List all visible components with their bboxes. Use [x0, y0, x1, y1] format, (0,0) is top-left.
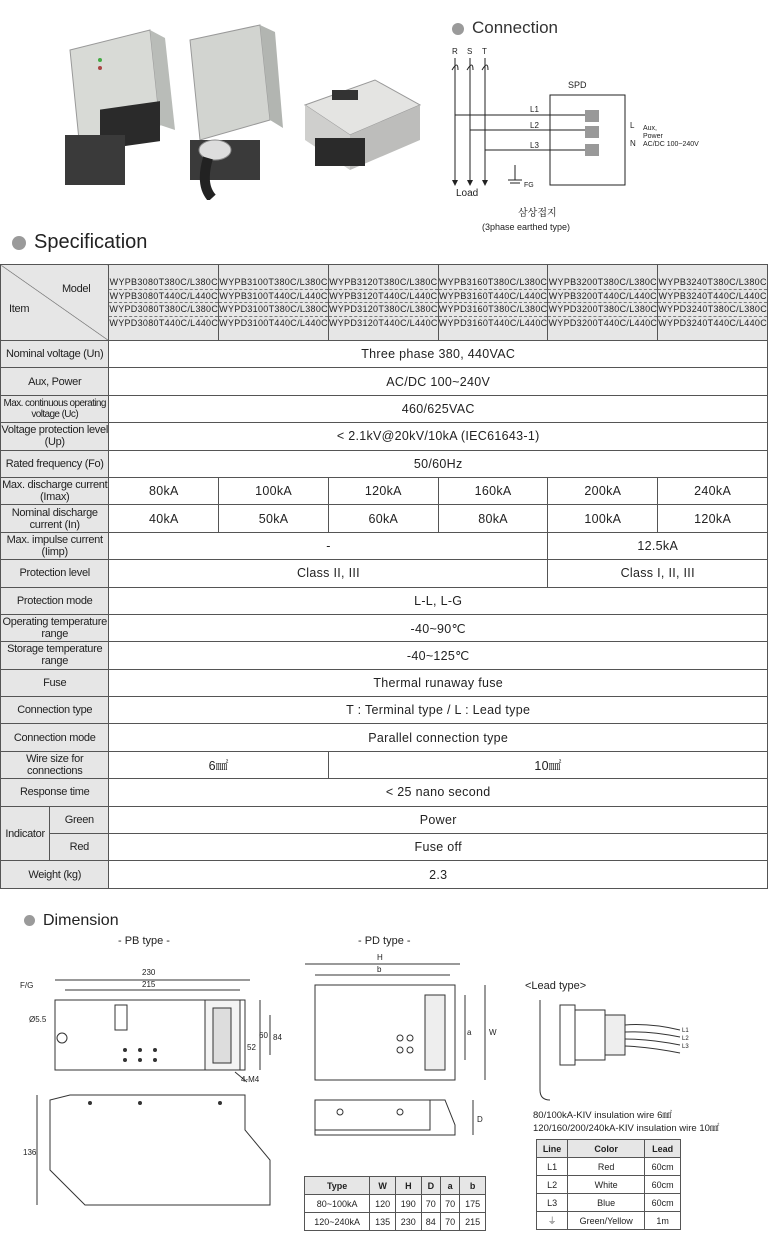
- bullet-icon: [12, 236, 26, 250]
- spec-row: [1, 669, 768, 696]
- table-header-row: [305, 1177, 486, 1195]
- dim-215: 215: [142, 980, 156, 989]
- spec-label: Aux, Power: [1, 368, 109, 395]
- line-l1-label: L1: [530, 105, 539, 114]
- caption-ko: 삼상접지: [518, 208, 557, 219]
- spec-row: [1, 751, 768, 778]
- table-cell: 1m: [645, 1212, 681, 1230]
- spec-label: Connection mode: [1, 724, 109, 751]
- spec-value: 100kA: [548, 505, 658, 532]
- model-name: WYPD3120T380C/L380C: [329, 303, 438, 317]
- spec-row: [1, 450, 768, 477]
- table-header: Lead: [645, 1140, 681, 1158]
- spec-row: [1, 368, 768, 395]
- lead-l2-label: L2: [682, 1036, 689, 1042]
- dim-84: 84: [273, 1033, 282, 1042]
- spec-value: 6㎟: [109, 751, 329, 778]
- spec-value: Power: [109, 806, 768, 833]
- pb-dimension-drawing: [15, 960, 285, 1220]
- spec-row: [1, 477, 768, 504]
- table-cell: 70: [440, 1213, 459, 1231]
- spec-value: 80kA: [438, 505, 548, 532]
- spec-label: Voltage protection level (Up): [1, 424, 108, 449]
- model-name: WYPD3100T380C/L380C: [219, 303, 328, 317]
- spec-label: Connection type: [1, 697, 109, 724]
- dim-w: W: [489, 1028, 497, 1037]
- product-photo-pb-lead: [190, 25, 283, 198]
- phase-s-label: S: [467, 47, 473, 56]
- spec-row: [1, 395, 768, 422]
- dim-fg: F/G: [20, 981, 34, 990]
- product-photos: [40, 10, 440, 200]
- header-corner: [1, 265, 109, 341]
- specification-heading: [12, 231, 147, 254]
- aux-text-1: Aux,: [643, 125, 658, 132]
- spec-label: Nominal voltage (Un): [1, 341, 109, 368]
- load-label: Load: [456, 188, 479, 199]
- table-cell: Green/Yellow: [568, 1212, 645, 1230]
- model-name: WYPB3080T440C/L440C: [109, 290, 218, 304]
- table-header: a: [440, 1177, 459, 1195]
- model-cell-4: [438, 265, 548, 341]
- fg-label: FG: [524, 182, 534, 189]
- table-header: b: [460, 1177, 486, 1195]
- bullet-icon: [24, 915, 35, 926]
- spec-value: -40~90℃: [109, 614, 768, 641]
- table-cell: 135: [370, 1213, 396, 1231]
- spec-row: [1, 532, 768, 559]
- spec-label: Rated frequency (Fo): [1, 450, 109, 477]
- connection-diagram: [440, 40, 760, 240]
- spec-label: Response time: [1, 779, 109, 806]
- spec-sublabel: Red: [50, 834, 109, 861]
- bullet-icon: [452, 23, 464, 35]
- model-name: WYPD3200T440C/L440C: [548, 317, 658, 328]
- dim-h: H: [377, 953, 383, 962]
- model-name: WYPD3240T440C/L440C: [658, 317, 767, 328]
- model-name: WYPD3160T440C/L440C: [438, 317, 548, 328]
- spec-value: 120kA: [328, 477, 438, 504]
- spec-value: 200kA: [548, 477, 658, 504]
- model-name: WYPD3080T440C/L440C: [109, 317, 219, 328]
- spec-row: [1, 806, 768, 833]
- table-header: Type: [305, 1177, 370, 1195]
- pd-type-label: - PD type -: [358, 935, 411, 947]
- spec-value: < 25 nano second: [109, 779, 768, 806]
- aux-pin-l: L: [630, 121, 635, 130]
- table-header: D: [421, 1177, 440, 1195]
- spec-label: Storage temperature range: [1, 642, 109, 669]
- table-cell: 175: [460, 1195, 486, 1213]
- model-cell-5: [548, 265, 658, 341]
- wire-note-2: 120/160/200/240kA-KIV insulation wire 10㎟: [533, 1123, 720, 1134]
- spec-value: 10㎟: [328, 751, 767, 778]
- spec-value: 40kA: [109, 505, 219, 532]
- dimension-heading: [24, 912, 119, 930]
- spec-value: 460/625VAC: [109, 395, 768, 422]
- table-cell: 70: [440, 1195, 459, 1213]
- spec-label: Fuse: [1, 669, 109, 696]
- aux-text-3: AC/DC 100~240V: [643, 141, 699, 148]
- aux-pin-n: N: [630, 139, 636, 148]
- spec-label: Operating temperature range: [1, 614, 109, 641]
- table-cell: 70: [421, 1195, 440, 1213]
- ground-icon: ⏚: [537, 1212, 568, 1230]
- table-cell: 60cm: [645, 1176, 681, 1194]
- dim-52: 52: [247, 1043, 256, 1052]
- spec-value: -40~125℃: [109, 642, 768, 669]
- table-row: [537, 1194, 681, 1212]
- specification-table: [0, 264, 768, 889]
- lead-l1-label: L1: [682, 1028, 689, 1034]
- spec-label: Max. continuous operating voltage (Uc): [1, 395, 109, 422]
- model-cell-6: [658, 265, 768, 341]
- spec-value: Fuse off: [109, 834, 768, 861]
- model-name: WYPD3120T440C/L440C: [328, 317, 438, 328]
- spec-value: AC/DC 100~240V: [109, 368, 768, 395]
- table-header: H: [395, 1177, 421, 1195]
- spec-value: 160kA: [438, 477, 548, 504]
- spec-sublabel: Green: [50, 806, 109, 833]
- spec-row: [1, 587, 768, 614]
- table-cell: L3: [537, 1194, 568, 1212]
- connection-heading: [452, 18, 558, 38]
- pd-dimension-table: [304, 1176, 486, 1231]
- spec-header-row: [1, 265, 768, 341]
- table-cell: 215: [460, 1213, 486, 1231]
- spec-label: Max. discharge current (Imax): [2, 479, 108, 504]
- table-cell: L1: [537, 1158, 568, 1176]
- product-photo-pb-terminal: [65, 30, 175, 185]
- spec-label: Weight (kg): [1, 861, 109, 888]
- spec-label: Protection level: [1, 560, 109, 587]
- spec-value: Class II, III: [109, 560, 548, 587]
- dim-d: D: [477, 1115, 483, 1124]
- spec-value: L-L, L-G: [109, 587, 768, 614]
- model-name: WYPB3240T380C/L380C: [658, 276, 767, 290]
- table-row: [537, 1176, 681, 1194]
- spec-label: Max. impulse current (Iimp): [1, 532, 109, 559]
- dim-230: 230: [142, 968, 156, 977]
- table-cell: 230: [395, 1213, 421, 1231]
- lead-type-drawing: [530, 995, 720, 1105]
- model-name: WYPB3160T440C/L440C: [439, 290, 548, 304]
- model-name: WYPB3120T380C/L380C: [329, 276, 438, 290]
- spec-value: 240kA: [658, 477, 768, 504]
- spec-label: Wire size for connections: [1, 751, 109, 778]
- spec-value: Three phase 380, 440VAC: [109, 341, 768, 368]
- spec-value: 2.3: [109, 861, 768, 888]
- dim-60: 60: [259, 1031, 268, 1040]
- spec-value: 100kA: [219, 477, 329, 504]
- spec-value: T : Terminal type / L : Lead type: [109, 697, 768, 724]
- spd-label: SPD: [568, 80, 587, 90]
- wire-note-1: 80/100kA-KIV insulation wire 6㎟: [533, 1110, 672, 1121]
- model-name: WYPB3200T380C/L380C: [548, 276, 657, 290]
- dimension-title: Dimension: [43, 912, 119, 929]
- table-row: [537, 1212, 681, 1230]
- spec-value: 50kA: [219, 505, 329, 532]
- line-l3-label: L3: [530, 141, 539, 150]
- product-photo-pd: [305, 80, 420, 170]
- model-name: WYPD3240T380C/L380C: [658, 303, 767, 317]
- spec-value: 50/60Hz: [109, 450, 768, 477]
- spec-row: [1, 779, 768, 806]
- model-name: WYPD3100T440C/L440C: [219, 317, 328, 328]
- model-name: WYPB3100T440C/L440C: [219, 290, 328, 304]
- dim-a: a: [467, 1028, 472, 1037]
- model-name: WYPD3080T380C/L380C: [109, 303, 218, 317]
- spec-row: [1, 642, 768, 669]
- spec-row: [1, 614, 768, 641]
- spec-row: [1, 697, 768, 724]
- spec-value: 80kA: [109, 477, 219, 504]
- spec-value: 12.5kA: [548, 532, 768, 559]
- spec-row: [1, 834, 768, 861]
- table-cell: 80~100kA: [305, 1195, 370, 1213]
- spec-value: 120kA: [658, 505, 768, 532]
- spec-value: Class I, II, III: [548, 560, 768, 587]
- spec-row: [1, 341, 768, 368]
- spec-value: Thermal runaway fuse: [109, 669, 768, 696]
- aux-text-2: Power: [643, 133, 663, 140]
- dim-136: 136: [23, 1148, 37, 1157]
- model-name: WYPB3100T380C/L380C: [219, 276, 328, 290]
- model-name: WYPB3240T440C/L440C: [658, 290, 767, 304]
- phase-t-label: T: [482, 47, 487, 56]
- spec-row: [1, 423, 768, 450]
- table-cell: White: [568, 1176, 645, 1194]
- connection-title: Connection: [472, 18, 559, 37]
- table-cell: 120~240kA: [305, 1213, 370, 1231]
- spec-row: [1, 724, 768, 751]
- dim-b: b: [377, 965, 382, 974]
- spec-value: -: [109, 532, 548, 559]
- table-cell: 84: [421, 1213, 440, 1231]
- lead-type-label: <Lead type>: [525, 980, 587, 992]
- table-cell: 120: [370, 1195, 396, 1213]
- spec-row: [1, 505, 768, 532]
- table-header-row: [537, 1140, 681, 1158]
- model-cell-2: [219, 265, 329, 341]
- table-cell: 60cm: [645, 1194, 681, 1212]
- phase-r-label: R: [452, 47, 458, 56]
- spec-label: Protection mode: [1, 587, 109, 614]
- model-cell-1: [109, 265, 219, 341]
- table-header: W: [370, 1177, 396, 1195]
- lead-l3-label: L3: [682, 1044, 689, 1050]
- table-header: Color: [568, 1140, 645, 1158]
- spec-label: Indicator: [1, 806, 50, 861]
- model-cell-3: [328, 265, 438, 341]
- table-cell: L2: [537, 1176, 568, 1194]
- model-name: WYPD3160T380C/L380C: [439, 303, 548, 317]
- line-l2-label: L2: [530, 121, 539, 130]
- table-header: Line: [537, 1140, 568, 1158]
- table-row: [305, 1213, 486, 1231]
- model-name: WYPB3160T380C/L380C: [439, 276, 548, 290]
- table-row: [305, 1195, 486, 1213]
- table-cell: Blue: [568, 1194, 645, 1212]
- table-cell: 60cm: [645, 1158, 681, 1176]
- spec-value: 60kA: [328, 505, 438, 532]
- model-label: Model: [61, 283, 91, 295]
- table-cell: Red: [568, 1158, 645, 1176]
- model-name: WYPB3200T440C/L440C: [548, 290, 657, 304]
- spec-row: [1, 560, 768, 587]
- model-name: WYPB3120T440C/L440C: [329, 290, 438, 304]
- pd-dimension-drawing: [295, 950, 505, 1170]
- model-name: WYPD3200T380C/L380C: [548, 303, 657, 317]
- dim-screw: 4-M4: [241, 1075, 260, 1084]
- dim-hole: Ø5.5: [29, 1015, 47, 1024]
- spec-value: < 2.1kV@20kV/10kA (IEC61643-1): [109, 423, 768, 450]
- spec-row: [1, 861, 768, 888]
- table-row: [537, 1158, 681, 1176]
- spec-label: Nominal discharge current (In): [1, 505, 109, 532]
- caption-en: (3phase earthed type): [482, 222, 571, 232]
- specification-title: Specification: [34, 231, 148, 253]
- lead-color-table: [536, 1139, 681, 1230]
- spec-value: Parallel connection type: [109, 724, 768, 751]
- model-name: WYPB3080T380C/L380C: [109, 276, 218, 290]
- table-cell: 190: [395, 1195, 421, 1213]
- pb-type-label: - PB type -: [118, 935, 170, 947]
- item-label: Item: [9, 303, 30, 315]
